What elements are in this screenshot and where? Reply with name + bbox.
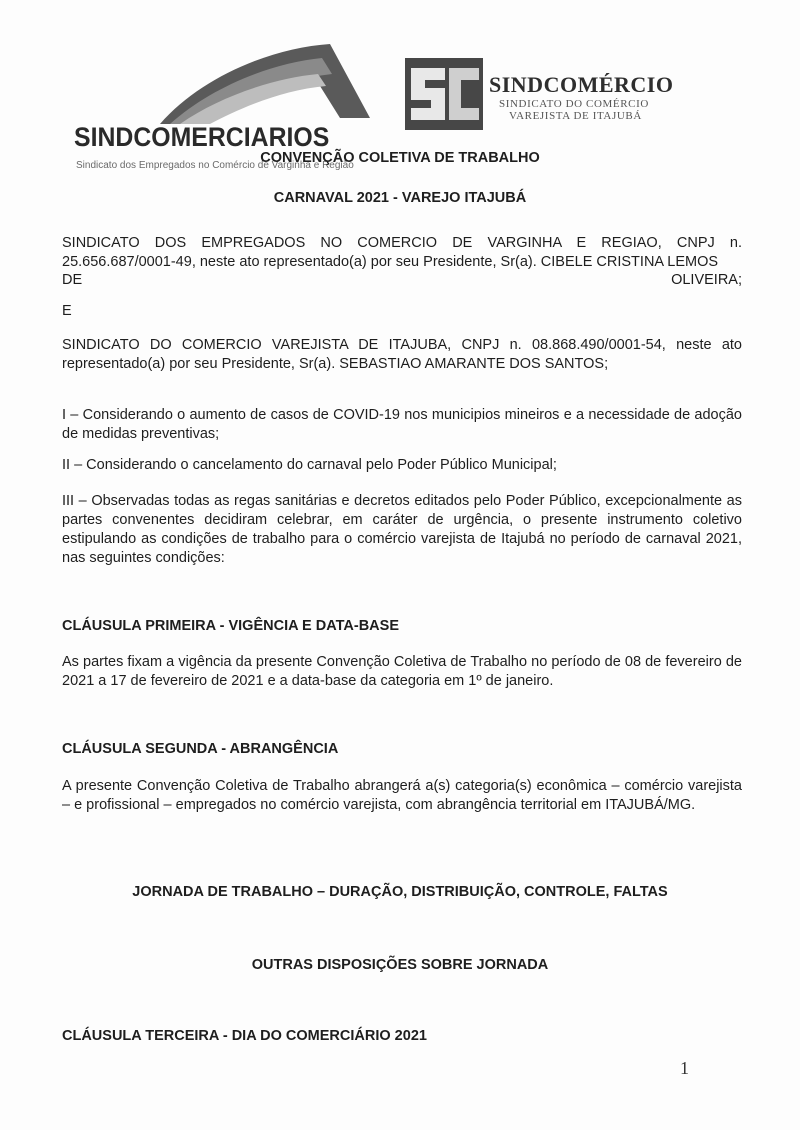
consideration-3: III – Observadas todas as regas sanitárias e decretos editados pelo Poder Público, excepcionalmente as partes convenentes decidiram celebrar, em caráter de urgência, o presente instrumento coletivo estipulando as condições de trabalho para o comércio varejista de Itajubá no período de carnaval 2021, nas seguintes condições: bbox=[62, 493, 742, 566]
sindcomerciarios-logo bbox=[70, 38, 390, 171]
section-title: JORNADA DE TRABALHO – DURAÇÃO, DISTRIBUIÇÃO, CONTROLE, FALTAS bbox=[132, 884, 668, 900]
sc-monogram-icon bbox=[405, 58, 483, 130]
sindcomerciarios-wordmark: SINDCOMERCIARIOS bbox=[74, 122, 330, 152]
document-subtitle: CARNAVAL 2021 - VAREJO ITAJUBÁ bbox=[273, 190, 527, 206]
party1-tail-right: OLIVEIRA; bbox=[671, 272, 742, 288]
consideration-2: II – Considerando o cancelamento do carnaval pelo Poder Público Municipal; bbox=[62, 457, 557, 473]
clause3-title: CLÁUSULA TERCEIRA - DIA DO COMERCIÁRIO 2021 bbox=[62, 1028, 427, 1044]
clause2-text: A presente Convenção Coletiva de Trabalho abrangerá a(s) categoria(s) econômica – comércio varejista – e profissional – empregados no comércio varejista, com abrangência territorial em ITAJUBÁ/MG. bbox=[62, 778, 742, 813]
party1-tail bbox=[62, 272, 742, 288]
subsection-title: OUTRAS DISPOSIÇÕES SOBRE JORNADA bbox=[251, 957, 549, 973]
page-number: 1 bbox=[680, 1058, 689, 1078]
document-title: CONVENÇÃO COLETIVA DE TRABALHO bbox=[260, 150, 540, 166]
clause2-title: CLÁUSULA SEGUNDA - ABRANGÊNCIA bbox=[62, 741, 339, 757]
party1-tail-left: DE bbox=[62, 272, 83, 288]
party1-paragraph: SINDICATO DOS EMPREGADOS NO COMERCIO DE VARGINHA E REGIAO, CNPJ n. 25.656.687/0001-49, neste ato representado(a) por seu Presidente, Sr(a). CIBELE CRISTINA LEMOS bbox=[62, 235, 742, 270]
clause1-title: CLÁUSULA PRIMEIRA - VIGÊNCIA E DATA-BASE bbox=[62, 618, 399, 634]
sindcomercio-logo bbox=[405, 58, 705, 138]
sindcomercio-wordmark: SINDCOMÉRCIO bbox=[489, 72, 674, 97]
sindcomerciarios-tagline: Sindicato dos Empregados no Comércio de Varginha e Região bbox=[76, 160, 354, 171]
swoosh-icon bbox=[70, 38, 390, 128]
sindcomercio-line1: SINDICATO DO COMÉRCIO bbox=[499, 98, 649, 110]
clause1-text: As partes fixam a vigência da presente Convenção Coletiva de Trabalho no período de 08 de fevereiro de 2021 a 17 de fevereiro de 2021 e a data-base da categoria em 1º de janeiro. bbox=[62, 654, 742, 689]
connector-text: E bbox=[62, 303, 72, 319]
consideration-1: I – Considerando o aumento de casos de COVID-19 nos municipios mineiros e a necessidade de adoção de medidas preventivas; bbox=[62, 407, 742, 442]
party2-paragraph: SINDICATO DO COMERCIO VAREJISTA DE ITAJUBA, CNPJ n. 08.868.490/0001-54, neste ato representado(a) por seu Presidente, Sr(a). SEBASTIAO AMARANTE DOS SANTOS; bbox=[62, 337, 742, 372]
sindcomercio-line2: VAREJISTA DE ITAJUBÁ bbox=[509, 110, 642, 122]
